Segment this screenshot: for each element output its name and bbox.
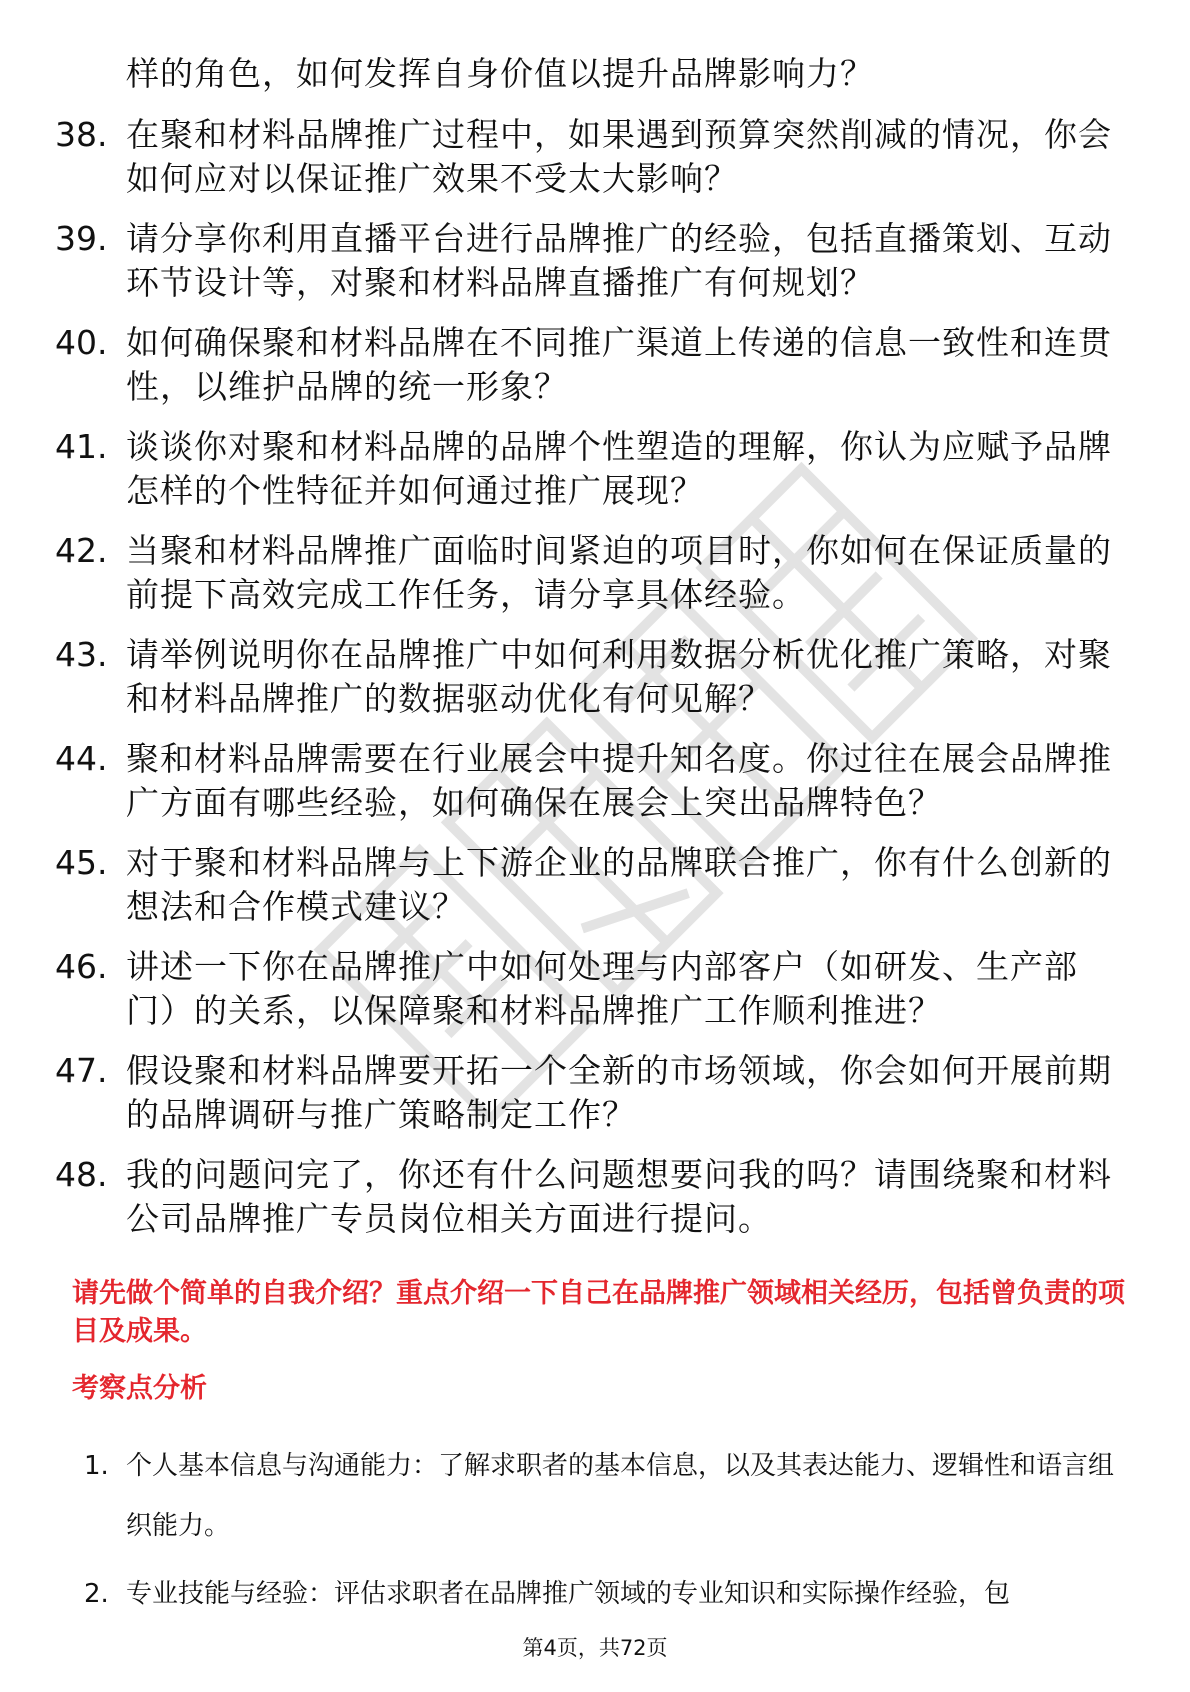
analysis-number: 1. <box>84 1451 109 1481</box>
list-item <box>84 1564 1144 1692</box>
analysis-number: 2. <box>84 1579 109 1609</box>
question-number: 48. <box>55 1155 108 1194</box>
list-item <box>55 1049 1135 1153</box>
list-item <box>55 737 1135 841</box>
list-item <box>55 321 1135 425</box>
question-number: 39. <box>55 219 108 258</box>
list-item <box>55 633 1135 737</box>
question-number: 47. <box>55 1051 108 1090</box>
section-title: 考察点分析 <box>72 1373 207 1404</box>
list-item <box>55 841 1135 945</box>
question-number: 46. <box>55 947 108 986</box>
question-text: 聚和材料品牌需要在行业展会中提升知名度。你过往在展会品牌推广方面有哪些经验，如何确保在展会上突出品牌特色？ <box>126 739 1112 822</box>
list-item <box>55 217 1135 321</box>
question-text: 谈谈你对聚和材料品牌的品牌个性塑造的理解，你认为应赋予品牌怎样的个性特征并如何通过推广展现？ <box>126 427 1112 510</box>
question-text: 请分享你利用直播平台进行品牌推广的经验，包括直播策划、互动环节设计等，对聚和材料品牌直播推广有何规划？ <box>126 219 1112 302</box>
analysis-text: 个人基本信息与沟通能力：了解求职者的基本信息，以及其表达能力、逻辑性和语言组织能力。 <box>126 1451 1115 1541</box>
question-number: 45. <box>55 843 108 882</box>
highlighted-question: 请先做个简单的自我介绍？重点介绍一下自己在品牌推广领域相关经历，包括曾负责的项目及成果。 <box>72 1278 1125 1347</box>
list-item <box>55 113 1135 217</box>
question-text: 当聚和材料品牌推广面临时间紧迫的项目时，你如何在保证质量的前提下高效完成工作任务，请分享具体经验。 <box>126 531 1112 614</box>
question-text: 在聚和材料品牌推广过程中，如果遇到预算突然削减的情况，你会如何应对以保证推广效果不受太大影响？ <box>126 115 1112 198</box>
continued-question-text: 样的角色，如何发挥自身价值以提升品牌影响力？ <box>126 54 874 93</box>
list-item <box>55 945 1135 1049</box>
question-number: 40. <box>55 323 108 362</box>
page-footer: 第4页，共72页 <box>522 1636 668 1660</box>
list-item <box>55 1153 1135 1257</box>
list-item <box>84 1436 1144 1564</box>
question-text: 讲述一下你在品牌推广中如何处理与内部客户（如研发、生产部门）的关系，以保障聚和材料品牌推广工作顺利推进？ <box>126 947 1078 1030</box>
question-number: 44. <box>55 739 108 778</box>
question-number: 38. <box>55 115 108 154</box>
list-item <box>55 529 1135 633</box>
question-number: 43. <box>55 635 108 674</box>
question-text: 如何确保聚和材料品牌在不同推广渠道上传递的信息一致性和连贯性，以维护品牌的统一形象？ <box>126 323 1112 406</box>
question-text: 请举例说明你在品牌推广中如何利用数据分析优化推广策略，对聚和材料品牌推广的数据驱动优化有何见解？ <box>126 635 1112 718</box>
question-number: 42. <box>55 531 108 570</box>
question-text: 假设聚和材料品牌要开拓一个全新的市场领域，你会如何开展前期的品牌调研与推广策略制定工作？ <box>126 1051 1112 1134</box>
question-text: 对于聚和材料品牌与上下游企业的品牌联合推广，你有什么创新的想法和合作模式建议？ <box>126 843 1112 926</box>
analysis-text: 专业技能与经验：评估求职者在品牌推广领域的专业知识和实际操作经验，包 <box>126 1579 1011 1609</box>
question-text: 我的问题问完了，你还有什么问题想要问我的吗？请围绕聚和材料公司品牌推广专员岗位相关方面进行提问。 <box>126 1155 1112 1238</box>
question-number: 41. <box>55 427 108 466</box>
question-list <box>55 113 1135 1257</box>
list-item <box>55 425 1135 529</box>
